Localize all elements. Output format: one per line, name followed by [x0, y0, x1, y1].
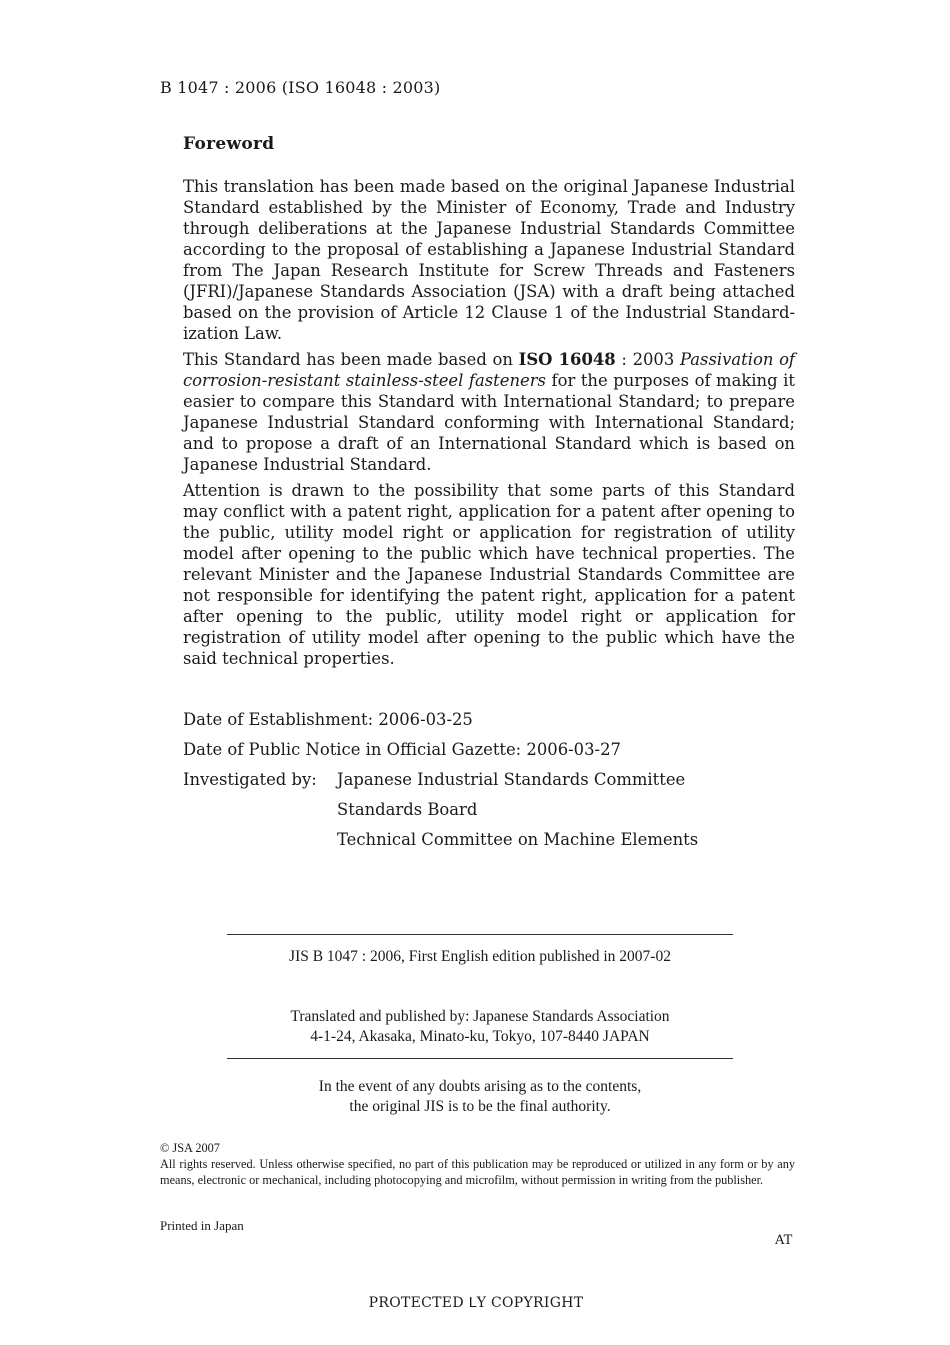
standard-title: Passivation of corrosion-resistant stainless-steel fasteners — [183, 350, 796, 390]
edition-bottom-divider — [227, 1058, 733, 1059]
publisher-address: 4-1-24, Akasaka, Minato-ku, Tokyo, 107-8440 JAPAN — [310, 1028, 650, 1045]
copyright-holder: © JSA 2007 — [160, 1141, 220, 1155]
rights-reserved-notice: All rights reserved. Unless otherwise specified, no part of this publication may be reproduced or utilized in any form or by any means, electronic or mechanical, including photocopying and microfilm, without permission in writing from the publisher. — [160, 1157, 795, 1187]
foreword-heading: Foreword — [183, 134, 275, 154]
foreword-paragraph-1: This translation has been made based on the original Japanese Industrial Standard established by the Minister of Economy, Trade and Industry through deliberations at the Japanese Industrial Standards Committee according to the proposal of establishing a Japanese Industrial Standard from The Japan Research Institute for Screw Threads and Fasteners (JFRI)/Japanese Standards Association (JSA) with a draft being attached based on the provision of Article 12 Clause 1 of the Industrial Standard-ization Law. — [183, 177, 795, 343]
standard-year: : 2003 — [615, 350, 680, 369]
translated-by: Translated and published by: Japanese Standards Association — [290, 1008, 670, 1025]
paragraph-2-rest: for the purposes of making it easier to compare this Standard with International Standard; to prepare Japanese Industrial Standard conforming with International Standard; and to propose a draft of an International Standard which is based on Japanese Industrial Standard. — [183, 371, 795, 474]
printed-in: Printed in Japan — [160, 1218, 244, 1233]
doubts-note-line-1: In the event of any doubts arising as to the contents, — [318, 1078, 642, 1095]
document-series-code: AT — [775, 1233, 793, 1248]
date-of-establishment: Date of Establishment: 2006-03-25 — [183, 710, 473, 729]
paragraph-2-intro: This Standard has been made based on — [183, 350, 519, 369]
investigated-by-label: Investigated by: — [183, 770, 317, 789]
document-code: B 1047 : 2006 (ISO 16048 : 2003) — [160, 78, 441, 97]
protected-by-copyright-footer: PROTECTED ᒪY COPYRIGHT — [368, 1295, 584, 1311]
doubts-note-line-2: the original JIS is to be the final authority. — [349, 1098, 611, 1115]
edition-top-divider — [227, 934, 733, 935]
date-of-public-notice: Date of Public Notice in Official Gazette: 2006-03-27 — [183, 740, 621, 759]
investigated-by-technical-committee: Technical Committee on Machine Elements — [337, 830, 699, 849]
foreword-paragraph-2 — [183, 349, 795, 475]
standard-reference: ISO 16048 — [518, 350, 616, 369]
edition-line: JIS B 1047 : 2006, First English edition published in 2007-02 — [289, 948, 671, 965]
investigated-by-board: Standards Board — [337, 800, 478, 819]
investigated-by-committee: Japanese Industrial Standards Committee — [337, 770, 686, 789]
foreword-paragraph-3: Attention is drawn to the possibility that some parts of this Standard may conflict with a patent right, application for a patent after opening to the public, utility model right or application for registration of utility model after opening to the public which have technical properties. The relevant Minister and the Japanese Industrial Standards Committee are not responsible for identifying the patent right, application for a patent after opening to the public, utility model right or application for registration of utility model after opening to the public which have the said technical properties. — [183, 481, 795, 668]
